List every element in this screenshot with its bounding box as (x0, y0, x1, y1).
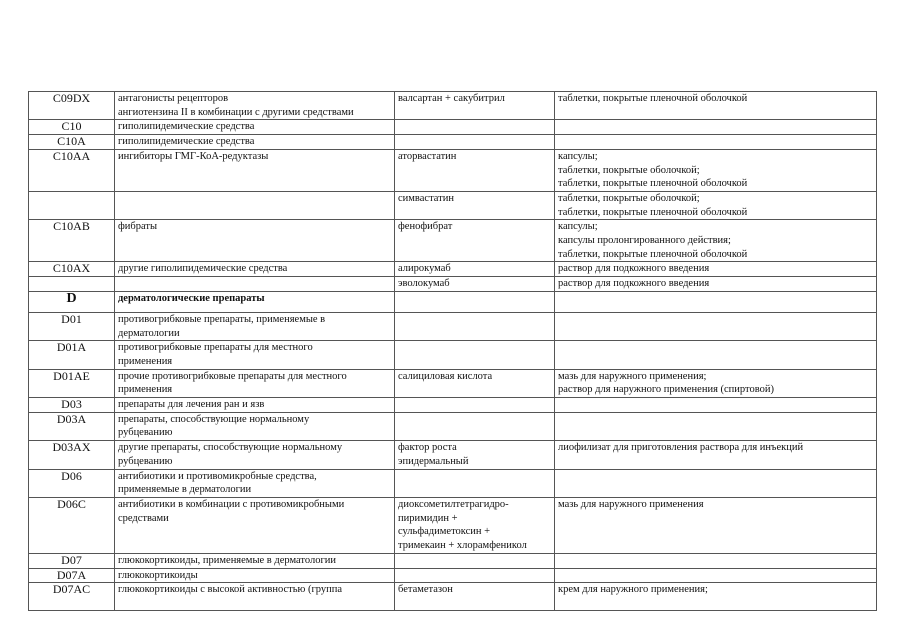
drug-name-cell (395, 398, 555, 413)
drug-name-cell (395, 568, 555, 583)
table-row (29, 568, 877, 583)
group-name-cell (115, 583, 395, 611)
table-row (29, 277, 877, 292)
group-name-line: дерматологии (118, 327, 180, 339)
group-name-cell (115, 497, 395, 553)
atc-code-cell (29, 497, 115, 553)
drug-name-cell (395, 412, 555, 440)
dosage-form-line: мазь для наружного применения (558, 498, 704, 510)
drug-name-line: диоксометилтетрагидро- (398, 498, 509, 510)
atc-code: D01A (56, 340, 87, 355)
group-name-line: препараты для лечения ран и язв (118, 399, 265, 411)
group-name-line: ингибиторы ГМГ-КоА-редуктазы (118, 150, 269, 162)
atc-code: D06C (57, 497, 86, 511)
table-row (29, 441, 877, 469)
group-name-line: препараты, способствующие нормальному (118, 413, 310, 425)
drug-name-cell (395, 291, 555, 312)
dosage-form-cell (555, 92, 877, 120)
group-name-line: рубцеванию (118, 455, 173, 467)
atc-code: D03 (61, 397, 82, 412)
dosage-form-cell (555, 277, 877, 292)
drug-name-cell (395, 120, 555, 135)
dosage-form-line: мазь для наружного применения; (558, 370, 707, 382)
dosage-form-cell (555, 568, 877, 583)
dosage-form-cell (555, 341, 877, 369)
atc-code-cell (29, 412, 115, 440)
drug-name-cell (395, 149, 555, 191)
dosage-form-cell (555, 120, 877, 135)
dosage-form-cell (555, 191, 877, 219)
dosage-form-line: таблетки, покрытые пленочной оболочкой (558, 178, 748, 190)
drug-classification-table (28, 91, 877, 611)
drug-name-cell (395, 277, 555, 292)
table-row (29, 220, 877, 262)
atc-code: D03AX (52, 440, 91, 455)
group-name-line: гиполипидемические средства (118, 121, 255, 133)
drug-name-cell (395, 553, 555, 568)
dosage-form-line: капсулы; (558, 221, 598, 233)
table-row (29, 553, 877, 568)
table-row (29, 398, 877, 413)
atc-code-cell (29, 369, 115, 397)
drug-name-line: салициловая кислота (398, 370, 493, 382)
atc-code-cell (29, 312, 115, 340)
drug-name-line: бетаметазон (398, 584, 453, 596)
group-name-cell (115, 277, 395, 292)
drug-name-cell (395, 583, 555, 611)
dosage-form-cell (555, 312, 877, 340)
group-name-line: антибиотики и противомикробные средства, (118, 470, 317, 482)
group-name-cell (115, 149, 395, 191)
dosage-form-line: таблетки, покрытые оболочкой; (558, 192, 700, 204)
drug-name-cell (395, 469, 555, 497)
dosage-form-cell (555, 149, 877, 191)
dosage-form-cell (555, 398, 877, 413)
table-body (29, 92, 877, 611)
atc-code-cell (29, 262, 115, 277)
drug-name-line: сульфадиметоксин + (398, 526, 491, 538)
group-name-cell (115, 220, 395, 262)
atc-code: C10AX (52, 261, 91, 276)
atc-code: D01AE (53, 369, 90, 383)
table-row (29, 291, 877, 312)
atc-code-cell (29, 191, 115, 219)
group-name-line: средствами (118, 512, 169, 524)
atc-code-cell (29, 568, 115, 583)
dosage-form-line: раствор для наружного применения (спиртовой) (558, 384, 774, 396)
atc-code: C09DX (52, 91, 91, 105)
group-name-line: антагонисты рецепторов (118, 93, 229, 104)
atc-code-cell (29, 149, 115, 191)
group-name-cell (115, 398, 395, 413)
group-name-cell (115, 191, 395, 219)
atc-code-cell (29, 553, 115, 568)
drug-name-line: валсартан + сакубитрил (398, 93, 505, 104)
atc-code: C10AB (53, 219, 90, 234)
group-name-line: дерматологические препараты (118, 292, 265, 304)
atc-code-cell (29, 341, 115, 369)
group-name-cell (115, 553, 395, 568)
drug-name-cell (395, 191, 555, 219)
dosage-form-cell (555, 497, 877, 553)
table-row (29, 341, 877, 369)
group-name-line: гиполипидемические средства (118, 136, 255, 148)
group-name-cell (115, 120, 395, 135)
table-row (29, 191, 877, 219)
table-row (29, 469, 877, 497)
atc-code: D07A (56, 568, 87, 582)
dosage-form-line: таблетки, покрытые пленочной оболочкой (558, 93, 748, 104)
atc-code: D07 (61, 553, 82, 567)
group-name-cell (115, 291, 395, 312)
dosage-form-line: таблетки, покрытые оболочкой; (558, 164, 700, 176)
dosage-form-line: таблетки, покрытые пленочной оболочкой (558, 206, 748, 218)
table-row (29, 369, 877, 397)
drug-name-cell (395, 92, 555, 120)
drug-name-line: эпидермальный (398, 455, 469, 467)
atc-code-cell (29, 583, 115, 611)
dosage-form-cell (555, 412, 877, 440)
group-name-cell (115, 92, 395, 120)
atc-code: C10 (61, 119, 82, 134)
group-name-line: другие препараты, способствующие нормальному (118, 442, 343, 454)
group-name-cell (115, 469, 395, 497)
drug-name-line: симвастатин (398, 192, 454, 204)
group-name-line: противогрибковые препараты для местного (118, 342, 313, 354)
group-name-cell (115, 341, 395, 369)
table-row (29, 312, 877, 340)
table-row (29, 92, 877, 120)
group-name-line: глюкокортикоиды, применяемые в дерматологии (118, 554, 337, 566)
drug-name-line: фенофибрат (398, 221, 453, 233)
group-name-line: прочие противогрибковые препараты для местного (118, 370, 347, 382)
drug-name-cell (395, 262, 555, 277)
atc-code-cell (29, 277, 115, 292)
drug-name-line: эволокумаб (398, 278, 450, 290)
group-name-line: применения (118, 384, 173, 396)
table-row (29, 412, 877, 440)
dosage-form-line: таблетки, покрытые пленочной оболочкой (558, 248, 748, 260)
group-name-line: антибиотики в комбинации с противомикробными (118, 498, 345, 510)
group-name-line: рубцеванию (118, 427, 173, 439)
atc-code: D06 (61, 469, 82, 483)
dosage-form-cell (555, 441, 877, 469)
dosage-form-cell (555, 262, 877, 277)
atc-code-cell (29, 398, 115, 413)
table-row (29, 497, 877, 553)
group-name-cell (115, 412, 395, 440)
dosage-form-cell (555, 553, 877, 568)
atc-code-cell (29, 469, 115, 497)
group-name-line: применения (118, 355, 173, 367)
table-row (29, 120, 877, 135)
dosage-form-line: крем для наружного применения; (558, 584, 708, 596)
atc-code-cell (29, 291, 115, 312)
atc-code: D07AC (52, 582, 91, 597)
dosage-form-cell (555, 135, 877, 150)
group-name-cell (115, 441, 395, 469)
atc-code-cell (29, 92, 115, 120)
group-name-cell (115, 312, 395, 340)
dosage-form-cell (555, 220, 877, 262)
dosage-form-line: раствор для подкожного введения (558, 263, 710, 275)
drug-name-line: фактор роста (398, 442, 457, 454)
table-row (29, 583, 877, 611)
atc-code-cell (29, 135, 115, 150)
dosage-form-cell (555, 583, 877, 611)
atc-code: D01 (61, 312, 82, 326)
drug-name-cell (395, 369, 555, 397)
group-name-line: фибраты (118, 221, 158, 233)
group-name-line: применяемые в дерматологии (118, 484, 252, 496)
group-name-line: глюкокортикоиды с высокой активностью (группа (118, 584, 343, 596)
table-row (29, 262, 877, 277)
drug-name-cell (395, 135, 555, 150)
atc-code-cell (29, 120, 115, 135)
dosage-form-line: лиофилизат для приготовления раствора для инъекций (558, 442, 804, 454)
table-row (29, 149, 877, 191)
atc-code: D (66, 291, 77, 306)
group-name-line: другие гиполипидемические средства (118, 263, 288, 275)
dosage-form-line: капсулы пролонгированного действия; (558, 235, 731, 247)
atc-code: C10AA (52, 149, 91, 163)
drug-name-line: алирокумаб (398, 263, 451, 275)
table-row (29, 135, 877, 150)
group-name-cell (115, 262, 395, 277)
group-name-line: глюкокортикоиды (118, 569, 198, 581)
dosage-form-line: раствор для подкожного введения (558, 278, 710, 290)
atc-code-cell (29, 220, 115, 262)
group-name-cell (115, 369, 395, 397)
atc-code: D03A (56, 412, 87, 426)
dosage-form-line: капсулы; (558, 150, 598, 162)
drug-name-cell (395, 220, 555, 262)
group-name-line: ангиотензина II в комбинации с другими средствами (118, 106, 354, 118)
dosage-form-cell (555, 469, 877, 497)
atc-code: C10A (57, 134, 86, 149)
drug-name-line: пиримидин + (398, 512, 458, 524)
group-name-line: противогрибковые препараты, применяемые в (118, 313, 326, 325)
drug-name-cell (395, 441, 555, 469)
group-name-cell (115, 568, 395, 583)
atc-code-cell (29, 441, 115, 469)
drug-name-cell (395, 312, 555, 340)
drug-name-cell (395, 341, 555, 369)
dosage-form-cell (555, 291, 877, 312)
group-name-cell (115, 135, 395, 150)
drug-name-line: аторвастатин (398, 150, 457, 162)
dosage-form-cell (555, 369, 877, 397)
drug-name-cell (395, 497, 555, 553)
drug-name-line: тримекаин + хлорамфеникол (398, 540, 527, 552)
